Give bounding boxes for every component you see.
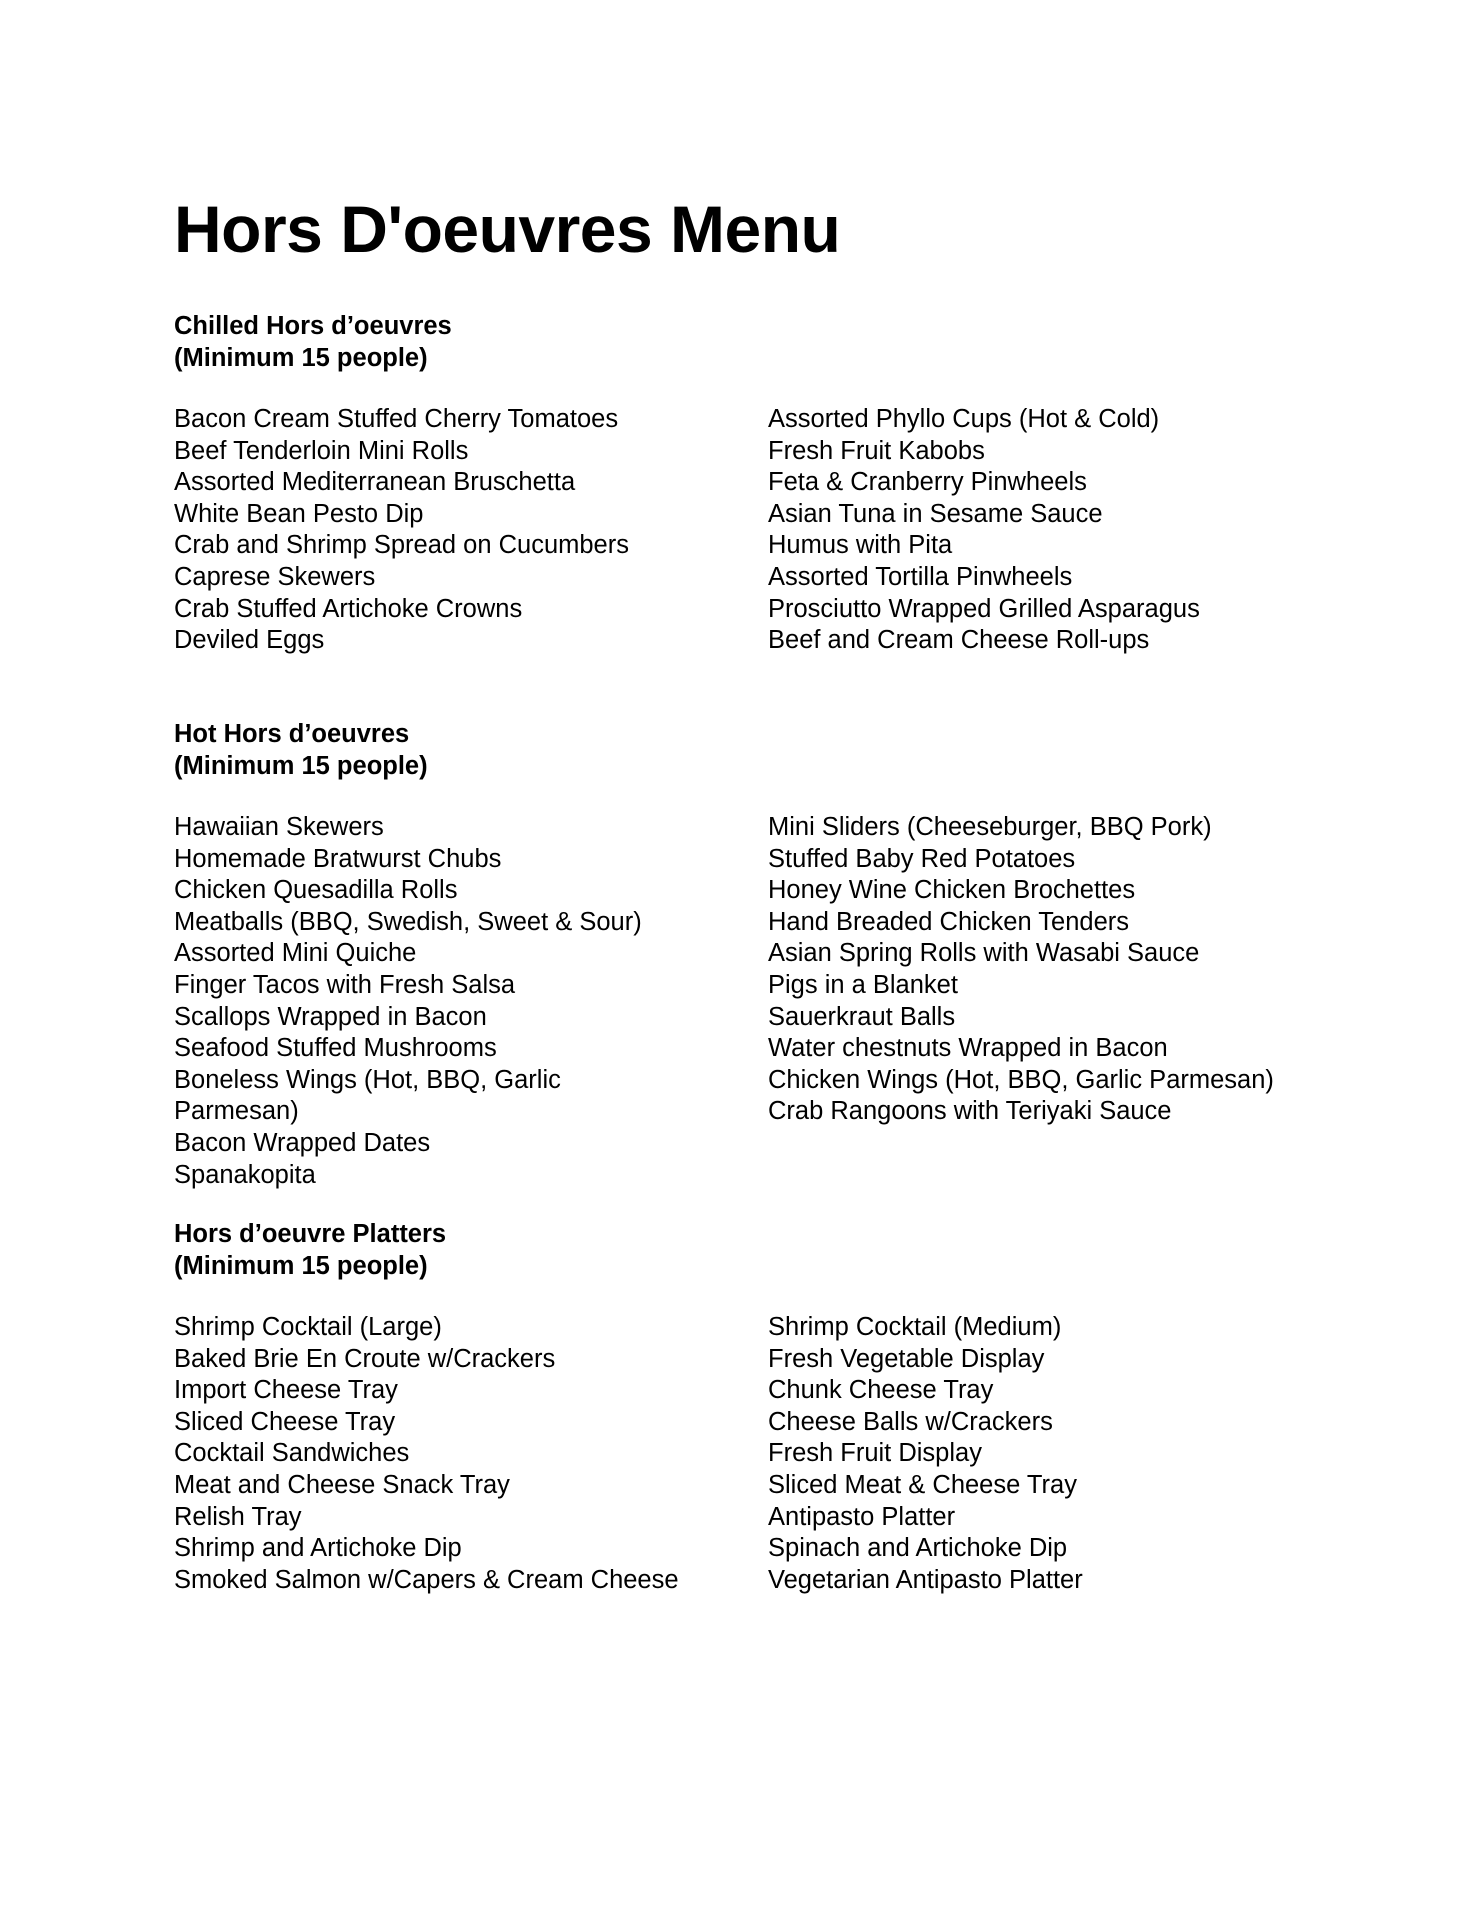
section-hot	[174, 718, 1324, 1189]
section-header	[174, 718, 1324, 782]
list-item: Crab Rangoons with Teriyaki Sauce	[768, 1097, 1172, 1126]
section-chilled	[174, 310, 1324, 655]
right-item-list	[768, 812, 1328, 1128]
list-item: Cheese Balls w/Crackers	[768, 1407, 1053, 1436]
list-item: Crab and Shrimp Spread on Cucumbers	[174, 531, 629, 560]
section-heading: Hors d’oeuvre Platters	[174, 1220, 447, 1248]
list-item: Meat and Cheese Snack Tray	[174, 1470, 510, 1499]
list-item: Beef Tenderloin Mini Rolls	[174, 436, 469, 465]
list-item: Pigs in a Blanket	[768, 970, 958, 999]
list-item: Antipasto Platter	[768, 1502, 956, 1531]
section-heading: Hot Hors d’oeuvres	[174, 720, 410, 748]
list-item: Chicken Quesadilla Rolls	[174, 876, 458, 905]
list-item: Sliced Meat & Cheese Tray	[768, 1470, 1077, 1499]
list-item: Spinach and Artichoke Dip	[768, 1534, 1068, 1563]
list-item: Meatballs (BBQ, Swedish, Sweet & Sour)	[174, 907, 642, 936]
section-platters	[174, 1218, 1324, 1594]
list-item: Water chestnuts Wrapped in Bacon	[768, 1034, 1168, 1063]
list-item: Import Cheese Tray	[174, 1376, 398, 1405]
list-item: Assorted Mini Quiche	[174, 939, 417, 968]
list-item: Boneless Wings (Hot, BBQ, Garlic Parmesan)	[174, 1065, 561, 1126]
list-item: Finger Tacos with Fresh Salsa	[174, 970, 516, 999]
list-item: Honey Wine Chicken Brochettes	[768, 876, 1136, 905]
left-item-list	[174, 404, 714, 657]
list-item: White Bean Pesto Dip	[174, 499, 424, 528]
page-title: Hors D'oeuvres Menu	[174, 192, 841, 266]
list-item: Sliced Cheese Tray	[174, 1407, 396, 1436]
list-item: Bacon Wrapped Dates	[174, 1128, 431, 1157]
list-item: Deviled Eggs	[174, 626, 325, 655]
list-item: Baked Brie En Croute w/Crackers	[174, 1344, 556, 1373]
section-header	[174, 310, 1324, 374]
list-item: Beef and Cream Cheese Roll-ups	[768, 626, 1150, 655]
list-item: Chicken Wings (Hot, BBQ, Garlic Parmesan)	[768, 1065, 1274, 1094]
section-subheading: (Minimum 15 people)	[174, 344, 428, 372]
list-item: Mini Sliders (Cheeseburger, BBQ Pork)	[768, 813, 1212, 841]
right-item-list	[768, 1312, 1328, 1596]
list-item: Assorted Mediterranean Bruschetta	[174, 468, 576, 497]
list-item: Feta & Cranberry Pinwheels	[768, 468, 1087, 497]
list-item: Stuffed Baby Red Potatoes	[768, 844, 1076, 873]
list-item: Shrimp and Artichoke Dip	[174, 1534, 462, 1563]
list-item: Hand Breaded Chicken Tenders	[768, 907, 1130, 936]
list-item: Bacon Cream Stuffed Cherry Tomatoes	[174, 405, 619, 433]
list-item: Fresh Fruit Kabobs	[768, 436, 985, 465]
list-item: Vegetarian Antipasto Platter	[768, 1565, 1083, 1594]
list-item: Assorted Phyllo Cups (Hot & Cold)	[768, 405, 1160, 433]
list-item: Relish Tray	[174, 1502, 302, 1531]
list-item: Seafood Stuffed Mushrooms	[174, 1034, 497, 1063]
list-item: Sauerkraut Balls	[768, 1002, 956, 1031]
list-item: Asian Spring Rolls with Wasabi Sauce	[768, 939, 1200, 968]
list-item: Shrimp Cocktail (Medium)	[768, 1313, 1062, 1341]
list-item: Caprese Skewers	[174, 562, 376, 591]
left-item-list	[174, 812, 714, 1191]
list-item: Homemade Bratwurst Chubs	[174, 844, 502, 873]
section-header	[174, 1218, 1324, 1282]
list-item: Spanakopita	[174, 1160, 316, 1189]
right-item-list	[768, 404, 1328, 657]
section-subheading: (Minimum 15 people)	[174, 752, 428, 780]
list-item: Cocktail Sandwiches	[174, 1439, 410, 1468]
list-item: Scallops Wrapped in Bacon	[174, 1002, 487, 1031]
left-item-list	[174, 1312, 714, 1596]
list-item: Crab Stuffed Artichoke Crowns	[174, 594, 523, 623]
list-item: Chunk Cheese Tray	[768, 1376, 994, 1405]
section-heading: Chilled Hors d’oeuvres	[174, 312, 452, 340]
list-item: Fresh Fruit Display	[768, 1439, 982, 1468]
list-item: Hawaiian Skewers	[174, 813, 384, 841]
list-item: Assorted Tortilla Pinwheels	[768, 562, 1073, 591]
list-item: Asian Tuna in Sesame Sauce	[768, 499, 1103, 528]
list-item: Humus with Pita	[768, 531, 953, 560]
section-subheading: (Minimum 15 people)	[174, 1252, 428, 1280]
list-item: Prosciutto Wrapped Grilled Asparagus	[768, 594, 1200, 623]
list-item: Smoked Salmon w/Capers & Cream Cheese	[174, 1565, 679, 1594]
list-item: Shrimp Cocktail (Large)	[174, 1313, 442, 1341]
list-item: Fresh Vegetable Display	[768, 1344, 1045, 1373]
